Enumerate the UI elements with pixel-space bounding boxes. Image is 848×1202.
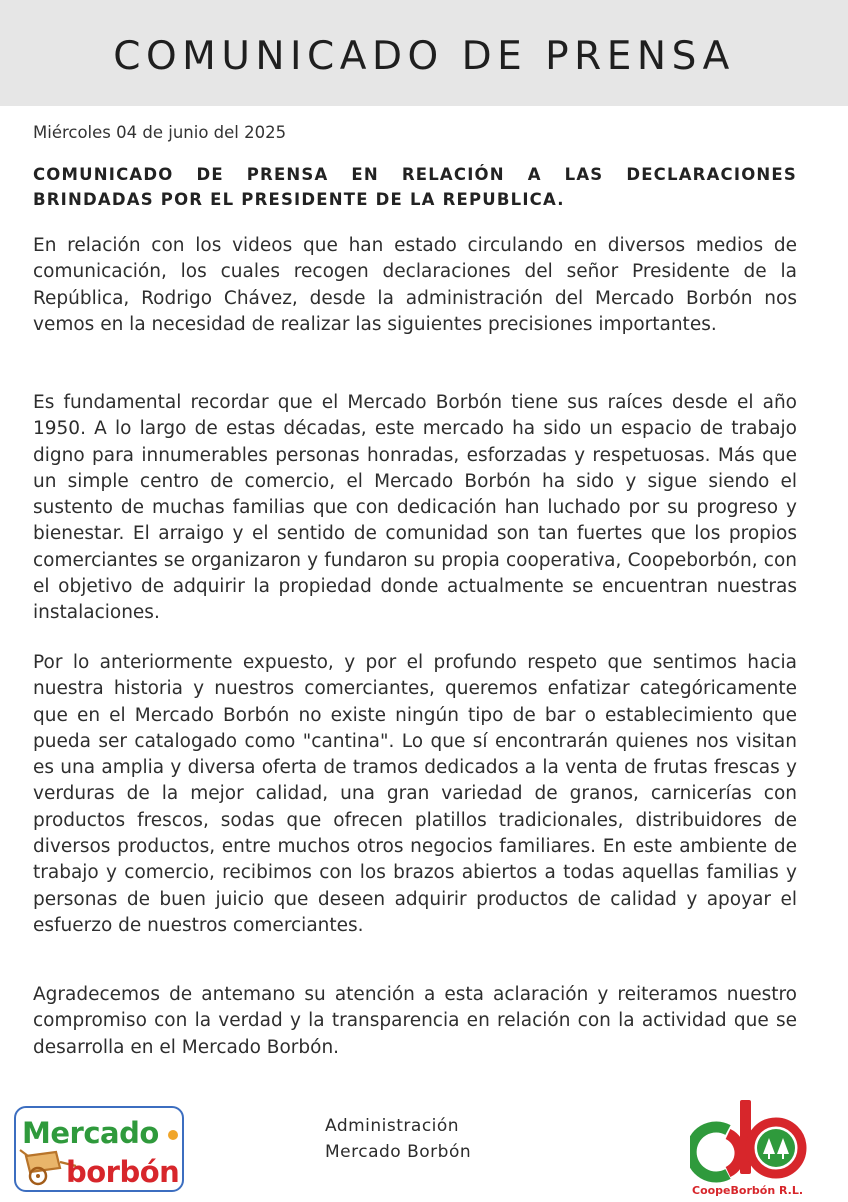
document-date: Miércoles 04 de junio del 2025 xyxy=(33,123,287,142)
coopeborbon-logo xyxy=(690,1094,820,1198)
signature-line-1: Administración xyxy=(325,1116,460,1136)
paragraph-1: En relación con los videos que han estado circulando en diversos medios de comunicación, los cuales recogen declaraciones del señor Presidente de la República, Rodrigo Chávez, desde la administración del Mercado Borbón nos vemos en la necesidad de realizar las siguientes precisiones importantes. xyxy=(33,235,797,335)
paragraph-2: Es fundamental recordar que el Mercado Borbón tiene sus raíces desde el año 1950. A lo largo de estas décadas, este mercado ha sido un espacio de trabajo digno para innumerables personas honradas, esforzadas y respetuosas. Más que un simple centro de comercio, el Mercado Borbón ha sido y sigue siendo el sustento de muchas familias que con dedicación han luchado por su progreso y bienestar. El arraigo y el sentido de comunidad son tan fuertes que los propios comerciantes se organizaron y fundaron su propia cooperativa, Coopeborbón, con el objetivo de adquirir la propiedad donde actualmente se encuentran nuestras instalaciones. xyxy=(33,392,797,624)
paragraph-3: Por lo anteriormente expuesto, y por el profundo respeto que sentimos hacia nuestra historia y nuestros comerciantes, queremos enfatizar categóricamente que en el Mercado Borbón no existe ningún tipo de bar o establecimiento que pueda ser catalogado como "cantina". Lo que sí encontrarán quienes nos visitan es una amplia y diversa oferta de tramos dedicados a la venta de frutas frescas y verduras de la mejor calidad, una gran variedad de granos, carnicerías con productos frescos, sodas que ofrecen platillos tradicionales, distribuidores de diversos productos, entre muchos otros negocios familiares. En este ambiente de trabajo y comercio, recibimos con los brazos abiertos a todas aquellas familias y personas de buen juicio que deseen adquirir productos de calidad y apoyar el esfuerzo de nuestros comerciantes. xyxy=(33,652,797,936)
signature-line-2: Mercado Borbón xyxy=(325,1142,472,1162)
svg-text:borbón: borbón xyxy=(66,1155,180,1189)
mercado-borbon-logo-graphic xyxy=(16,1108,182,1190)
svg-text:CoopeBorbón R.L.: CoopeBorbón R.L. xyxy=(692,1184,804,1197)
coopeborbon-logo-graphic xyxy=(690,1094,820,1198)
paragraph-4: Agradecemos de antemano su atención a esta aclaración y reiteramos nuestro compromiso con la verdad y la transparencia en relación con la actividad que se desarrolla en el Mercado Borbón. xyxy=(33,984,797,1058)
signature-block xyxy=(325,1113,471,1165)
page-title: COMUNICADO DE PRENSA xyxy=(113,34,735,79)
mercado-borbon-logo xyxy=(14,1106,184,1192)
document-subject: COMUNICADO DE PRENSA EN RELACIÓN A LAS DECLARACIONES BRINDADAS POR EL PRESIDENTE DE LA REPUBLICA. xyxy=(33,165,797,209)
svg-text:Mercado: Mercado xyxy=(22,1116,159,1150)
